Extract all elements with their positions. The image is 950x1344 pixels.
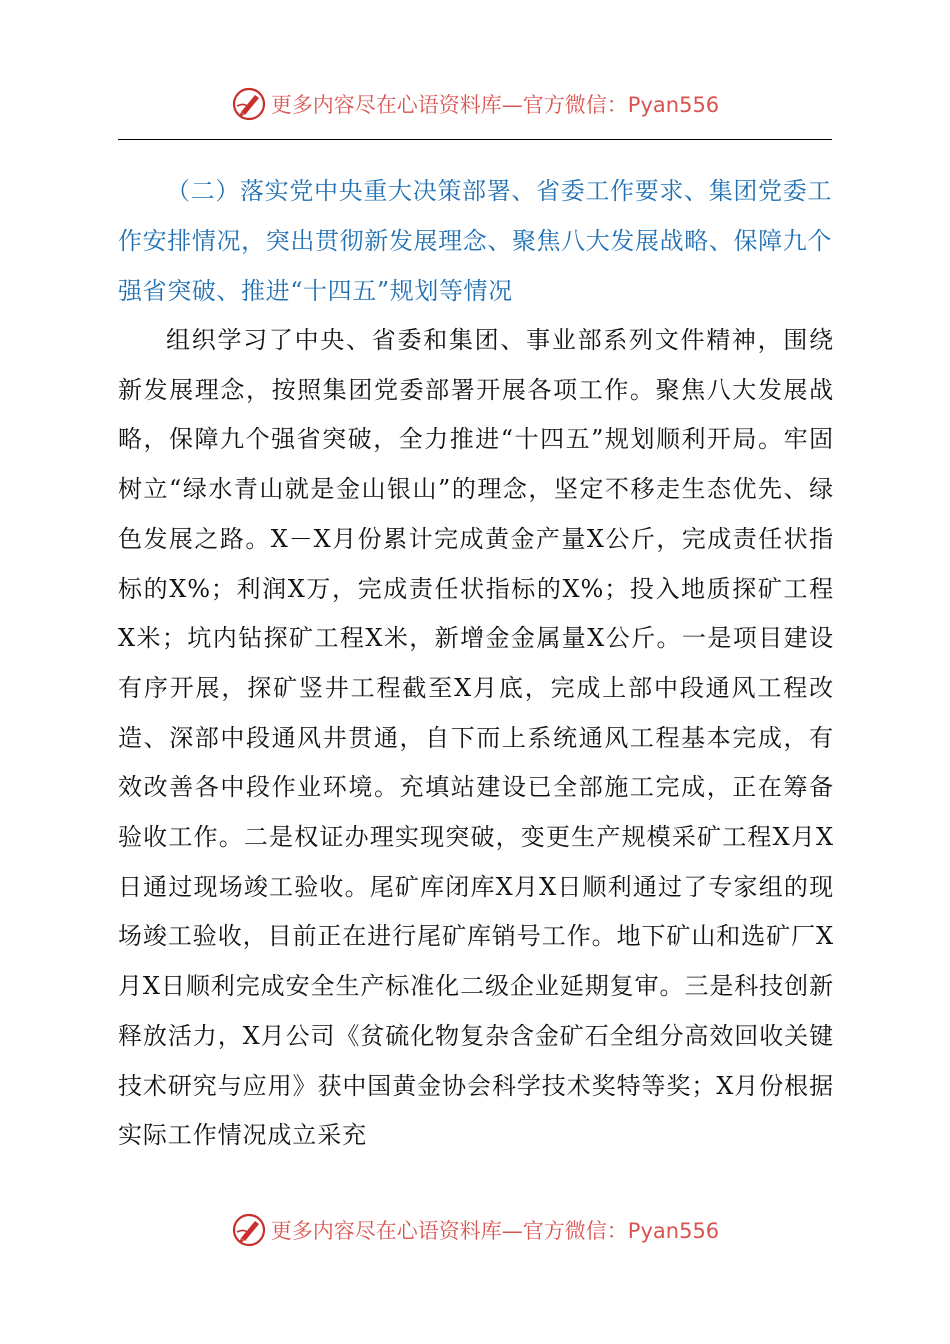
- footer-banner: [0, 1206, 950, 1254]
- header-banner-text: 更多内容尽在心语资料库—官方微信：Pyan556: [270, 93, 720, 117]
- section-heading: （二）落实党中央重大决策部署、省委工作要求、集团党委工作安排情况，突出贯彻新发展理念、聚焦八大发展战略、保障九个强省突破、推进“十四五”规划等情况: [118, 177, 832, 305]
- footer-banner-text: 更多内容尽在心语资料库—官方微信：Pyan556: [270, 1219, 720, 1243]
- pen-logo-icon: [231, 1212, 267, 1248]
- header-rule: [118, 139, 832, 140]
- header-banner: [0, 80, 950, 128]
- section-paragraph: 组织学习了中央、省委和集团、事业部系列文件精神，围绕新发展理念，按照集团党委部署开展各项工作。聚焦八大发展战略，保障九个强省突破，全力推进“十四五”规划顺利开局。牢固树立“绿水青山就是金山银山”的理念，坚定不移走生态优先、绿色发展之路。X－X月份累计完成黄金产量X公斤，完成责任状指标的X%；利润X万，完成责任状指标的X%；投入地质探矿工程X米；坑内钻探矿工程X米，新增金金属量X公斤。一是项目建设有序开展，探矿竖井工程截至X月底，完成上部中段通风工程改造、深部中段通风井贯通，自下而上系统通风工程基本完成，有效改善各中段作业环境。充填站建设已全部施工完成，正在筹备验收工作。二是权证办理实现突破，变更生产规模采矿工程X月X日通过现场竣工验收。尾矿库闭库X月X日顺利通过了专家组的现场竣工验收，目前正在进行尾矿库销号工作。地下矿山和选矿厂X月X日顺利完成安全生产标准化二级企业延期复审。三是科技创新释放活力，X月公司《贫硫化物复杂含金矿石全组分高效回收关键技术研究与应用》获中国黄金协会科学技术奖特等奖；X月份根据实际工作情况成立采充: [118, 326, 834, 1150]
- pen-logo-icon: [231, 86, 267, 122]
